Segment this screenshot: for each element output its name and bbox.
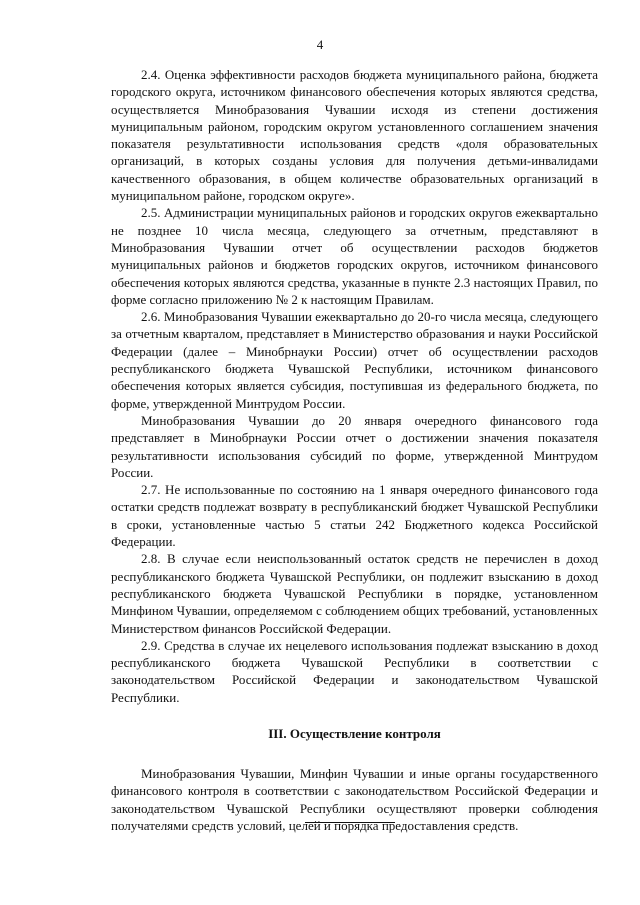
paragraph-2-8: 2.8. В случае если неиспользованный остаток средств не перечислен в доход республиканского бюджета Чувашской Республики, он подлежит взысканию в доход республиканского бюджета Чувашской Республики в порядке, установленном Минфином Чувашии, определяемом с соблюдением общих требований, установленных Министерством финансов Российской Федерации. (111, 551, 598, 636)
paragraph-control: Минобразования Чувашии, Минфин Чувашии и иные органы государственного финансового контроля в соответствии с законодательством Российской Федерации и законодательством Чувашской Республики осуществляют проверки соблюдения получателями средств условий, целей и порядка предоставления средств. (111, 765, 598, 833)
paragraph-2-4: 2.4. Оценка эффективности расходов бюджета муниципального района, бюджета городского округа, источником финансового обеспечения которых являются средства, осуществляется Минобразования Чувашии исходя из степени достижения муниципальным районом, городским округом установленного соглашением значения показателя результативности использования средств «доля образовательных организаций, в которых созданы условия для получения детьми-инвалидами качественного образования, в общем количестве образовательных организаций в муниципальном районе, городском округе». (111, 67, 598, 204)
paragraph-2-6: 2.6. Минобразования Чувашии ежеквартально до 20-го числа месяца, следующего за отчетным кварталом, представляет в Министерство образования и науки Российской Федерации (далее – Минобрнауки России) отчет об осуществлении расходов республиканского бюджета Чувашской Республики, источником финансового обеспечения которых является субсидия, поступившая из федерального бюджета, по форме, утвержденной Минтрудом России. (111, 309, 598, 411)
end-of-document-line (305, 822, 395, 823)
page-number: 4 (316, 37, 324, 52)
paragraph-2-7: 2.7. Не использованные по состоянию на 1 января очередного финансового года остатки средств подлежат возврату в республиканский бюджет Чувашской Республики в сроки, установленные частью 5 статьи 242 Бюджетного кодекса Российской Федерации. (111, 482, 598, 550)
section-heading: III. Осуществление контроля (268, 725, 441, 741)
paragraph-2-6-continued: Минобразования Чувашии до 20 января очередного финансового года представляет в Минобрнауки России отчет о достижении значения показателя результативности использования субсидий по форме, утвержденной Минтрудом России. (111, 412, 598, 480)
paragraph-2-5: 2.5. Администрации муниципальных районов и городских округов ежеквартально не позднее 10 числа месяца, следующего за отчетным, представляют в Минобразования Чувашии отчет об осуществлении расходов бюджетов муниципальных районов и бюджетов городских округов, источником финансового обеспечения которых являются средства, указанные в пункте 2.3 настоящих Правил, по форме согласно приложению № 2 к настоящим Правилам. (111, 205, 598, 307)
document-body (111, 66, 598, 834)
paragraph-2-9: 2.9. Средства в случае их нецелевого использования подлежат взысканию в доход республиканского бюджета Чувашской Республики в соответствии с законодательством Российской Федерации и законодательством Чувашской Республики. (111, 637, 598, 705)
